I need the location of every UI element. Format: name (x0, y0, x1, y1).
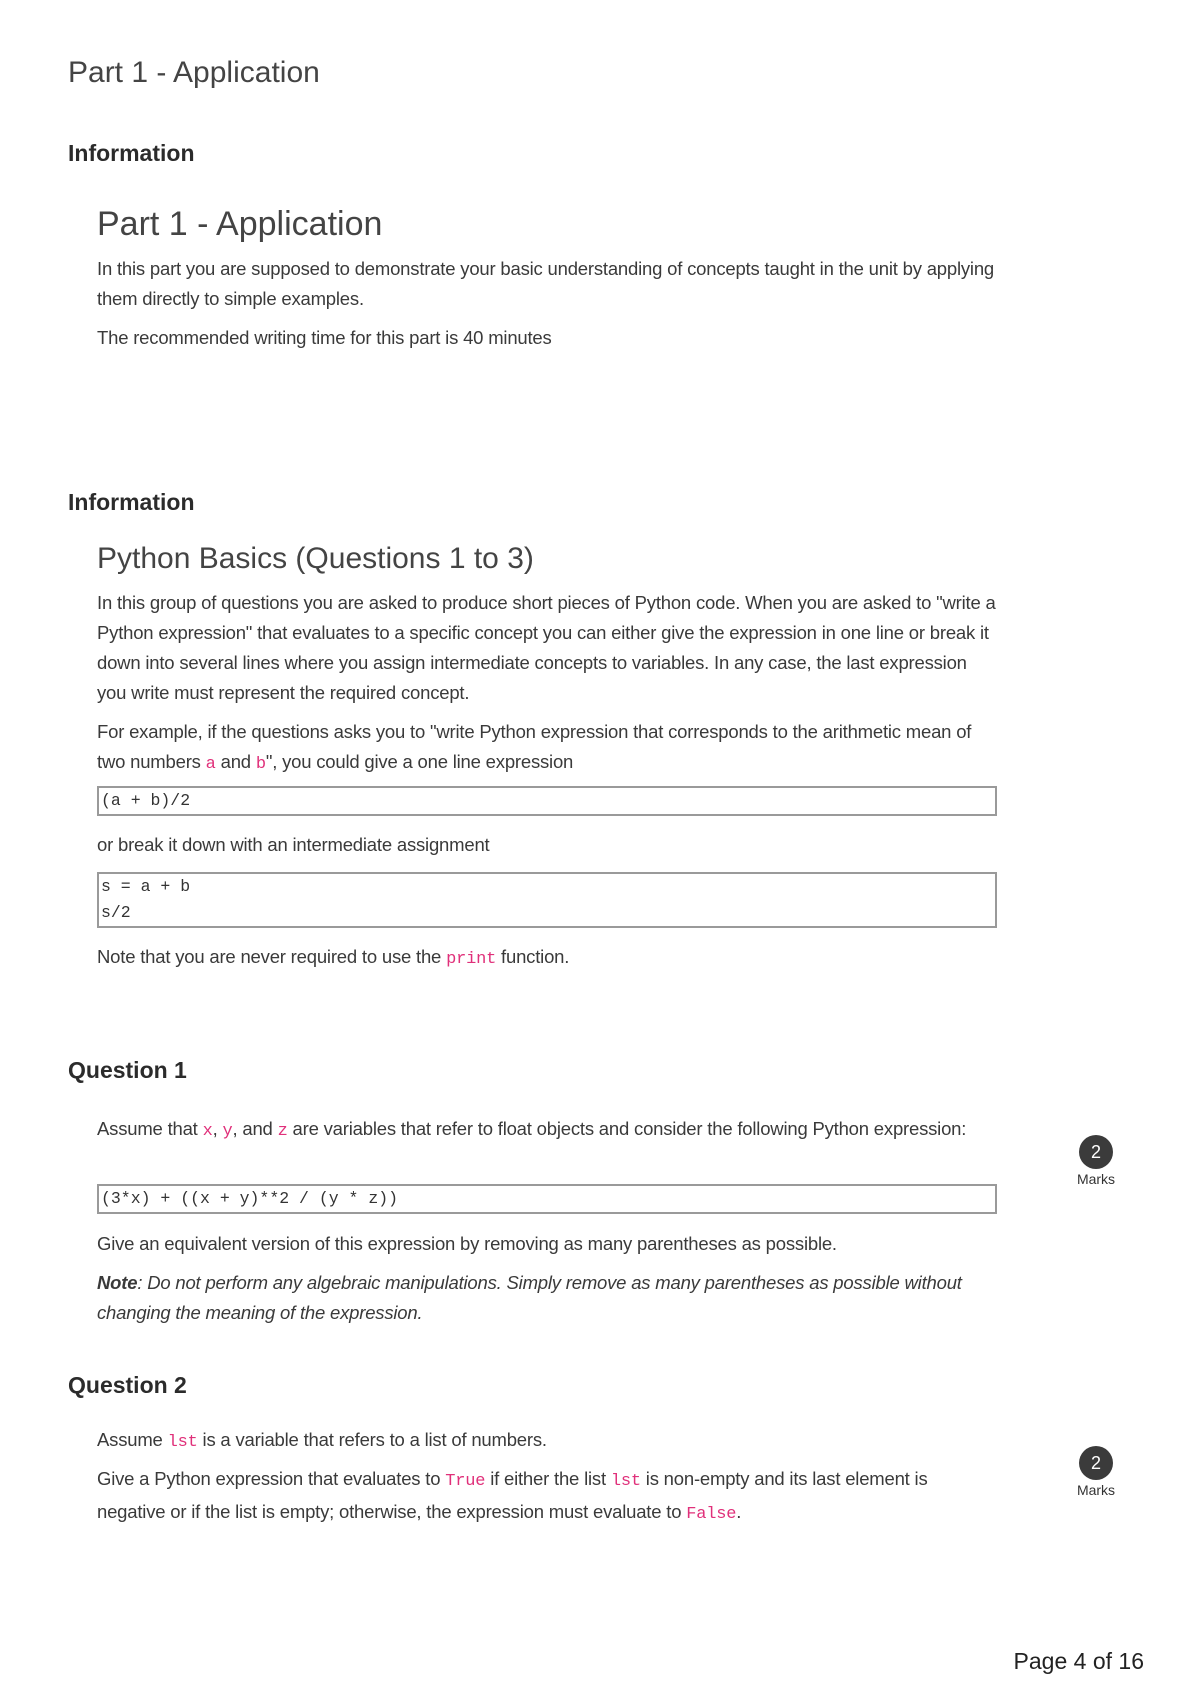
question-1-label: Question 1 (68, 1057, 187, 1083)
info2-paragraph-2: For example, if the questions asks you to "write Python expression that corresponds to the arithmetic mean of two numbers a and b", you could give a one line expression (97, 721, 972, 774)
inline-code-z: z (277, 1122, 288, 1141)
inline-code-false: False (686, 1505, 737, 1524)
inline-code-print: print (446, 950, 497, 969)
info1-paragraph-2: The recommended writing time for this part is 40 minutes (97, 327, 552, 348)
code-block-mean: (a + b)/2 (97, 786, 997, 816)
info2-paragraph-1: In this group of questions you are asked to produce short pieces of Python code. When you are asked to "write a Python expression" that evaluates to a specific concept you can either give the expression in one line or break it down into several lines where you assign intermediate concepts to variables. In any case, the last expression you write must represent the required concept. (97, 592, 996, 703)
info2-paragraph-4: Note that you are never required to use the print function. (97, 946, 570, 969)
q1-note: Note: Do not perform any algebraic manipulations. Simply remove as many parentheses as possible without changing the meaning of the expression. (97, 1272, 962, 1323)
note-label: Note (97, 1272, 138, 1293)
q2-paragraph-2: Give a Python expression that evaluates to True if either the list lst is non-empty and its last element is negative or if the list is empty; otherwise, the expression must evaluate to False. (97, 1468, 928, 1524)
info2-heading: Python Basics (Questions 1 to 3) (97, 542, 534, 575)
marks-label: Marks (1076, 1171, 1116, 1187)
section-label-information-1: Information (68, 140, 195, 166)
code-block-q1-expression: (3*x) + ((x + y)**2 / (y * z)) (97, 1184, 997, 1214)
q2-marks (1061, 1446, 1131, 1498)
info2-paragraph-3: or break it down with an intermediate assignment (97, 834, 490, 855)
info1-paragraph-1: In this part you are supposed to demonstrate your basic understanding of concepts taught in the unit by applying them directly to simple examples. (97, 258, 995, 309)
marks-badge: 2 (1079, 1135, 1113, 1169)
q2-paragraph-1: Assume lst is a variable that refers to a list of numbers. (97, 1429, 547, 1452)
info1-heading: Part 1 - Application (97, 205, 383, 243)
page-title: Part 1 - Application (68, 56, 320, 89)
page-number: Page 4 of 16 (1013, 1648, 1144, 1674)
question-2-label: Question 2 (68, 1372, 187, 1398)
inline-code-true: True (445, 1472, 486, 1491)
code-block-assignment: s = a + b s/2 (97, 872, 997, 928)
marks-label: Marks (1076, 1482, 1116, 1498)
q1-marks (1061, 1135, 1131, 1187)
inline-code-lst: lst (167, 1433, 198, 1452)
inline-code-b: b (255, 755, 266, 774)
inline-code-lst-2: lst (610, 1472, 641, 1491)
section-label-information-2: Information (68, 489, 195, 515)
inline-code-x: x (202, 1122, 213, 1141)
inline-code-a: a (205, 755, 216, 774)
q1-paragraph-1: Assume that x, y, and z are variables that refer to float objects and consider the following Python expression: (97, 1118, 967, 1141)
marks-badge: 2 (1079, 1446, 1113, 1480)
inline-code-y: y (222, 1122, 233, 1141)
q1-paragraph-2: Give an equivalent version of this expression by removing as many parentheses as possible. (97, 1233, 837, 1254)
